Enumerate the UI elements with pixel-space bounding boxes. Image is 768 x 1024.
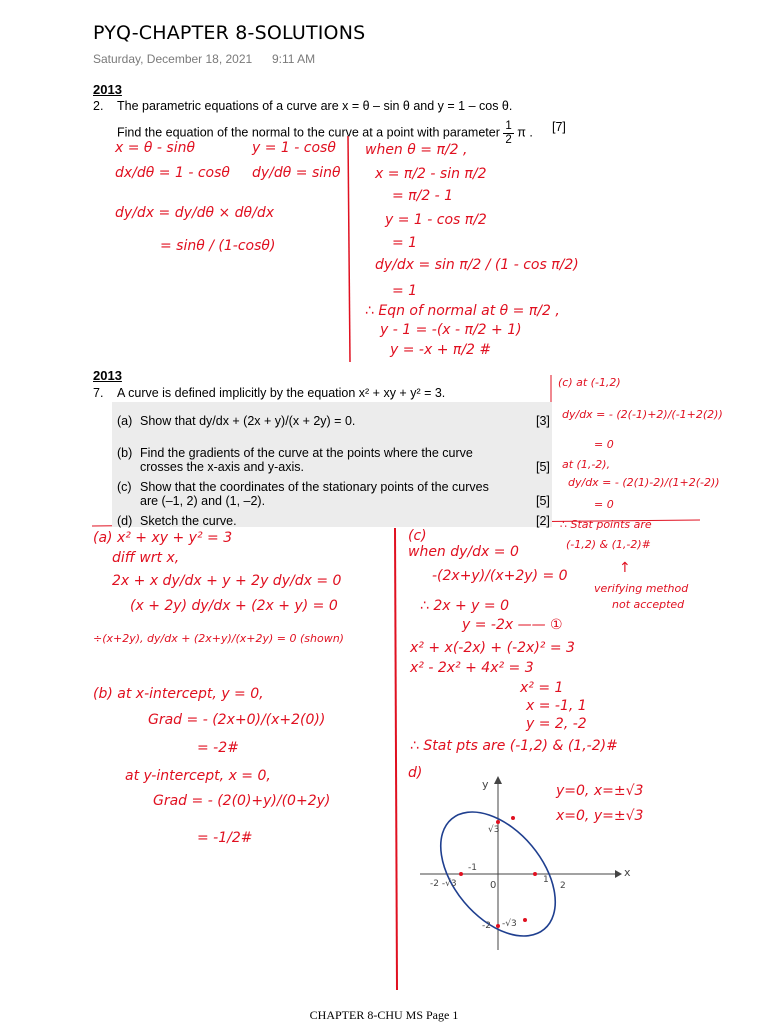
hw2-left-8: at y-intercept, x = 0, xyxy=(125,768,271,784)
part-d-marks: [2] xyxy=(536,514,550,528)
page-date: Saturday, December 18, 2021 xyxy=(93,52,253,66)
hw1-right-3: y = 1 - cos π/2 xyxy=(385,212,487,228)
param-fraction: $\frac{1}{2}$ xyxy=(505,120,512,146)
hw2-right-5: x² + x(-2x) + (-2x)² = 3 xyxy=(410,640,575,656)
axis-x-label: x xyxy=(624,866,631,879)
hw2-right-9: y = 2, -2 xyxy=(526,716,587,732)
section1-marks: [7] xyxy=(552,120,566,134)
hw2-right-6: x² - 2x² + 4x² = 3 xyxy=(410,660,534,676)
hw2-tr-0: (c) at (-1,2) xyxy=(558,376,621,389)
stat-point-1 xyxy=(511,816,515,820)
tick-root3: √3 xyxy=(488,825,500,835)
section2-qnum: 7. xyxy=(93,386,104,400)
hw2-left-5: (b) at x-intercept, y = 0, xyxy=(93,686,264,702)
hw2-tr-3: at (1,-2), xyxy=(562,458,611,471)
hw2-tr-6: ∴ Stat points are xyxy=(560,518,652,531)
hw1-right-4: = 1 xyxy=(392,235,418,251)
point-y-pos xyxy=(496,820,500,824)
hw2-left-10: = -1/2# xyxy=(197,830,253,846)
point-x-pos xyxy=(533,872,537,876)
hw2-right-2: -(2x+y)/(x+2y) = 0 xyxy=(432,568,568,584)
x-axis-arrow xyxy=(615,870,622,878)
hw2-tr-4: dy/dx = - (2(1)-2)/(1+2(-2)) xyxy=(568,476,720,489)
hw1-right-2: = π/2 - 1 xyxy=(392,188,454,204)
part-b-text: Find the gradients of the curve at the points where the curve xyxy=(140,446,473,460)
hw2-left-9: Grad = - (2(0)+y)/(0+2y) xyxy=(153,793,331,809)
hw2-right-11: d) xyxy=(408,765,423,781)
part-a-text: Show that dy/dx + (2x + y)/(x + 2y) = 0. xyxy=(140,414,356,428)
section2-year: 2013 xyxy=(93,368,122,383)
hw1-left-5: = sinθ / (1-cosθ) xyxy=(160,238,276,254)
part-c-label: (c) xyxy=(117,480,132,494)
section1-question-line1: The parametric equations of a curve are x = θ – sin θ and y = 1 – cos θ. xyxy=(117,99,513,113)
tick-2: 2 xyxy=(560,881,566,891)
page-footer: CHAPTER 8-CHU MS Page 1 xyxy=(309,1008,459,1022)
axis-y-label: y xyxy=(482,778,489,791)
origin-label: 0 xyxy=(490,880,497,891)
part-b-label: (b) xyxy=(117,446,133,460)
section2-divider xyxy=(395,528,397,990)
point-y-neg xyxy=(496,924,500,928)
hw1-right-9: y = -x + π/2 # xyxy=(390,342,492,358)
section1-divider xyxy=(348,136,350,362)
part-d-label: (d) xyxy=(117,514,133,528)
hw2-right-8: x = -1, 1 xyxy=(526,698,587,714)
hw2-left-4: ÷(x+2y), dy/dx + (2x+y)/(x+2y) = 0 (shown) xyxy=(93,632,344,645)
hw2-left-1: diff wrt x, xyxy=(112,550,180,566)
section2-intro: A curve is defined implicitly by the equation x² + xy + y² = 3. xyxy=(117,386,446,400)
hw1-right-1: x = π/2 - sin π/2 xyxy=(375,166,487,182)
part-b-marks: [5] xyxy=(536,460,550,474)
part-d-text: Sketch the curve. xyxy=(140,514,237,528)
hw1-left-1: y = 1 - cosθ xyxy=(252,140,336,156)
hw1-right-6: = 1 xyxy=(392,283,418,299)
hw2-tr-9: not accepted xyxy=(612,598,685,611)
tick-neg1: -1 xyxy=(468,863,477,873)
tick-neg-root3: -√3 xyxy=(502,919,517,929)
page-title: PYQ-CHAPTER 8-SOLUTIONS xyxy=(93,22,366,44)
stat-point-2 xyxy=(523,918,527,922)
hw2-right-1: when dy/dx = 0 xyxy=(408,544,519,560)
section1-qnum: 2. xyxy=(93,99,104,113)
sketch-note-2: x=0, y=±√3 xyxy=(556,808,644,824)
hw2-right-7: x² = 1 xyxy=(520,680,564,696)
hw1-left-0: x = θ - sinθ xyxy=(115,140,196,156)
hw2-left-0: (a) x² + xy + y² = 3 xyxy=(93,530,233,546)
tick-neg2: -2 xyxy=(482,921,491,931)
sketch-note-1: y=0, x=±√3 xyxy=(556,783,644,799)
hw2-tr-2: = 0 xyxy=(594,438,614,451)
section1-question-line2: Find the equation of the normal to the curve at a point with parameter $\frac{1}{2}$ π . xyxy=(117,120,533,146)
hw2-tr-8: verifying method xyxy=(594,582,689,595)
hw2-left-7: = -2# xyxy=(197,740,239,756)
hw2-tr-5: = 0 xyxy=(594,498,614,511)
part-a-label: (a) xyxy=(117,414,133,428)
page-time: 9:11 AM xyxy=(272,52,316,66)
tick-neg2-neg-root3: -2 -√3 xyxy=(430,879,457,889)
hw2-tr-arrow: ↑ xyxy=(619,560,631,576)
part-c-marks: [5] xyxy=(536,494,550,508)
curve-sketch xyxy=(410,770,640,960)
hw1-left-2: dx/dθ = 1 - cosθ xyxy=(115,165,230,181)
hw2-left-6: Grad = - (2x+0)/(x+2(0)) xyxy=(148,712,326,728)
hw2-left-2: 2x + x dy/dx + y + 2y dy/dx = 0 xyxy=(112,573,342,589)
hw1-left-4: dy/dx = dy/dθ × dθ/dx xyxy=(115,205,275,221)
hw2-right-3: ∴ 2x + y = 0 xyxy=(420,598,510,614)
hw1-right-8: y - 1 = -(x - π/2 + 1) xyxy=(380,322,522,338)
hw2-left-3: (x + 2y) dy/dx + (2x + y) = 0 xyxy=(130,598,338,614)
hw2-right-10: ∴ Stat pts are (-1,2) & (1,-2)# xyxy=(410,738,618,754)
tick-1: 1 xyxy=(543,875,549,885)
hw2-tr-7: (-1,2) & (1,-2)# xyxy=(566,538,651,551)
hw1-right-0: when θ = π/2 , xyxy=(365,142,468,158)
point-x-neg xyxy=(459,872,463,876)
hw2-right-4: y = -2x —— ① xyxy=(462,617,563,633)
hw1-right-7: ∴ Eqn of normal at θ = π/2 , xyxy=(365,303,560,319)
section1-year: 2013 xyxy=(93,82,122,97)
hw1-right-5: dy/dx = sin π/2 / (1 - cos π/2) xyxy=(375,257,579,273)
hw2-tr-1: dy/dx = - (2(-1)+2)/(-1+2(2)) xyxy=(562,408,723,421)
y-axis-arrow xyxy=(494,776,502,784)
part-c-text: Show that the coordinates of the stationary points of the curves xyxy=(140,480,489,494)
part-c-text2: are (–1, 2) and (1, –2). xyxy=(140,494,266,508)
hw2-right-0: (c) xyxy=(408,528,427,544)
part-a-marks: [3] xyxy=(536,414,550,428)
part-b-text2: crosses the x-axis and y-axis. xyxy=(140,460,304,474)
hw1-left-3: dy/dθ = sinθ xyxy=(252,165,341,181)
